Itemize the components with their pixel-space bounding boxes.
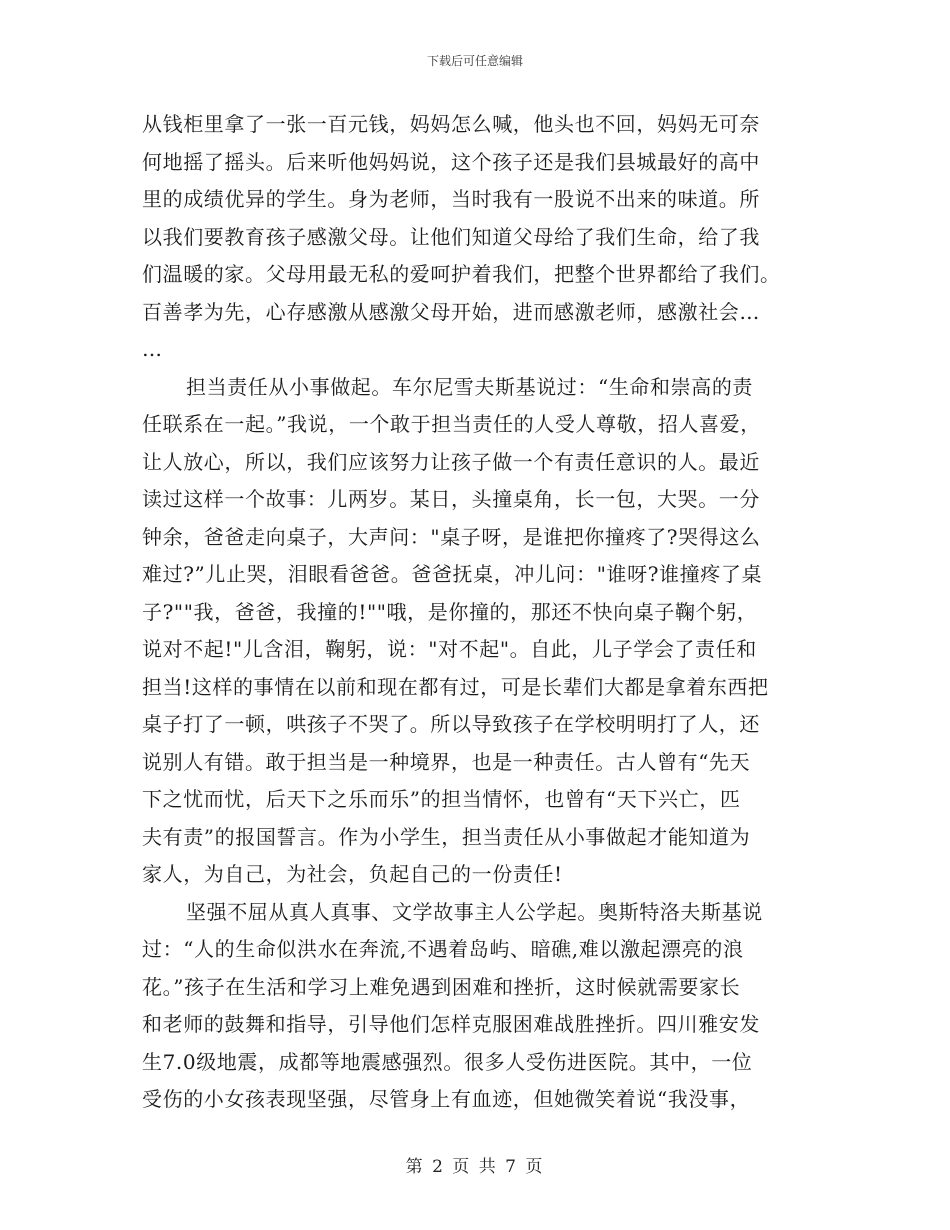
- text-line: 难过?”儿止哭，泪眼看爸爸。爸爸抚桌，冲儿问："谁呀?谁撞疼了桌: [142, 562, 763, 586]
- text-line: 和老师的鼓舞和指导，引导他们怎样克服困难战胜挫折。四川雅安发: [142, 1012, 760, 1036]
- text-line: 里的成绩优异的学生。身为老师，当时我有一股说不出来的味道。所: [142, 187, 760, 211]
- text-line: 让人放心，所以，我们应该努力让孩子做一个有责任意识的人。最近: [142, 449, 760, 474]
- text-line: 说对不起!"儿含泪，鞠躬，说："对不起"。自此，儿子学会了责任和: [142, 637, 757, 661]
- page-number-footer: 第 2 页 共 7 页: [405, 1157, 545, 1177]
- text-line: 子?""我，爸爸，我撞的!""哦，是你撞的，那还不快向桌子鞠个躬，: [142, 599, 758, 624]
- text-line: 以我们要教育孩子感激父母。让他们知道父母给了我们生命，给了我: [142, 224, 760, 249]
- page-header: 下载后可任意编辑: [426, 54, 523, 68]
- text-line: 担当!这样的事情在以前和现在都有过，可是长辈们大都是拿着东西把: [142, 674, 769, 699]
- text-line: 受伤的小女孩表现坚强，尽管身上有血迹，但她微笑着说“我没事，: [142, 1087, 751, 1111]
- text-line: 下之忧而忧，后天下之乐而乐”的担当情怀，也曾有“天下兴亡，匹: [142, 787, 741, 811]
- text-line: 们温暖的家。父母用最无私的爱呵护着我们，把整个世界都给了我们。: [142, 262, 781, 286]
- text-line: …: [142, 337, 163, 361]
- text-line: 花。”孩子在生活和学习上难免遇到困难和挫折，这时候就需要家长: [142, 974, 741, 999]
- text-line: 桌子打了一顿，哄孩子不哭了。所以导致孩子在学校明明打了人，还: [142, 712, 760, 736]
- text-line: 夫有责”的报国誓言。作为小学生，担当责任从小事做起才能知道为: [142, 824, 751, 849]
- document-body: [142, 106, 812, 1119]
- paragraph-start-line: 坚强不屈从真人真事、文学故事主人公学起。奥斯特洛夫斯基说: [186, 899, 763, 924]
- text-line: 说别人有错。敢于担当是一种境界，也是一种责任。古人曾有“先天: [142, 749, 751, 774]
- text-line: 钟余，爸爸走向桌子，大声问："桌子呀，是谁把你撞疼了?哭得这么: [142, 524, 761, 549]
- paragraph-start-line: 担当责任从小事做起。车尔尼雪夫斯基说过：“生命和崇高的责: [186, 374, 754, 399]
- text-line: 生7.0级地震，成都等地震感强烈。很多人受伤进医院。其中，一位: [142, 1049, 753, 1074]
- text-line: 从钱柜里拿了一张一百元钱，妈妈怎么喊，他头也不回，妈妈无可奈: [142, 112, 760, 136]
- text-line: 过：“人的生命似洪水在奔流,不遇着岛屿、暗礁,难以激起漂亮的浪: [142, 937, 744, 961]
- text-line: 读过这样一个故事：儿两岁。某日，头撞桌角，长一包，大哭。一分: [142, 487, 760, 511]
- text-line: 任联系在一起。”我说，一个敢于担当责任的人受人尊敬，招人喜爱，: [142, 412, 761, 436]
- text-line: 家人，为自己，为社会，负起自己的一份责任!: [142, 862, 563, 886]
- text-line: 何地摇了摇头。后来听他妈妈说，这个孩子还是我们县城最好的高中: [142, 149, 760, 174]
- text-line: 百善孝为先，心存感激从感激父母开始，进而感激老师，感激社会…: [142, 299, 760, 324]
